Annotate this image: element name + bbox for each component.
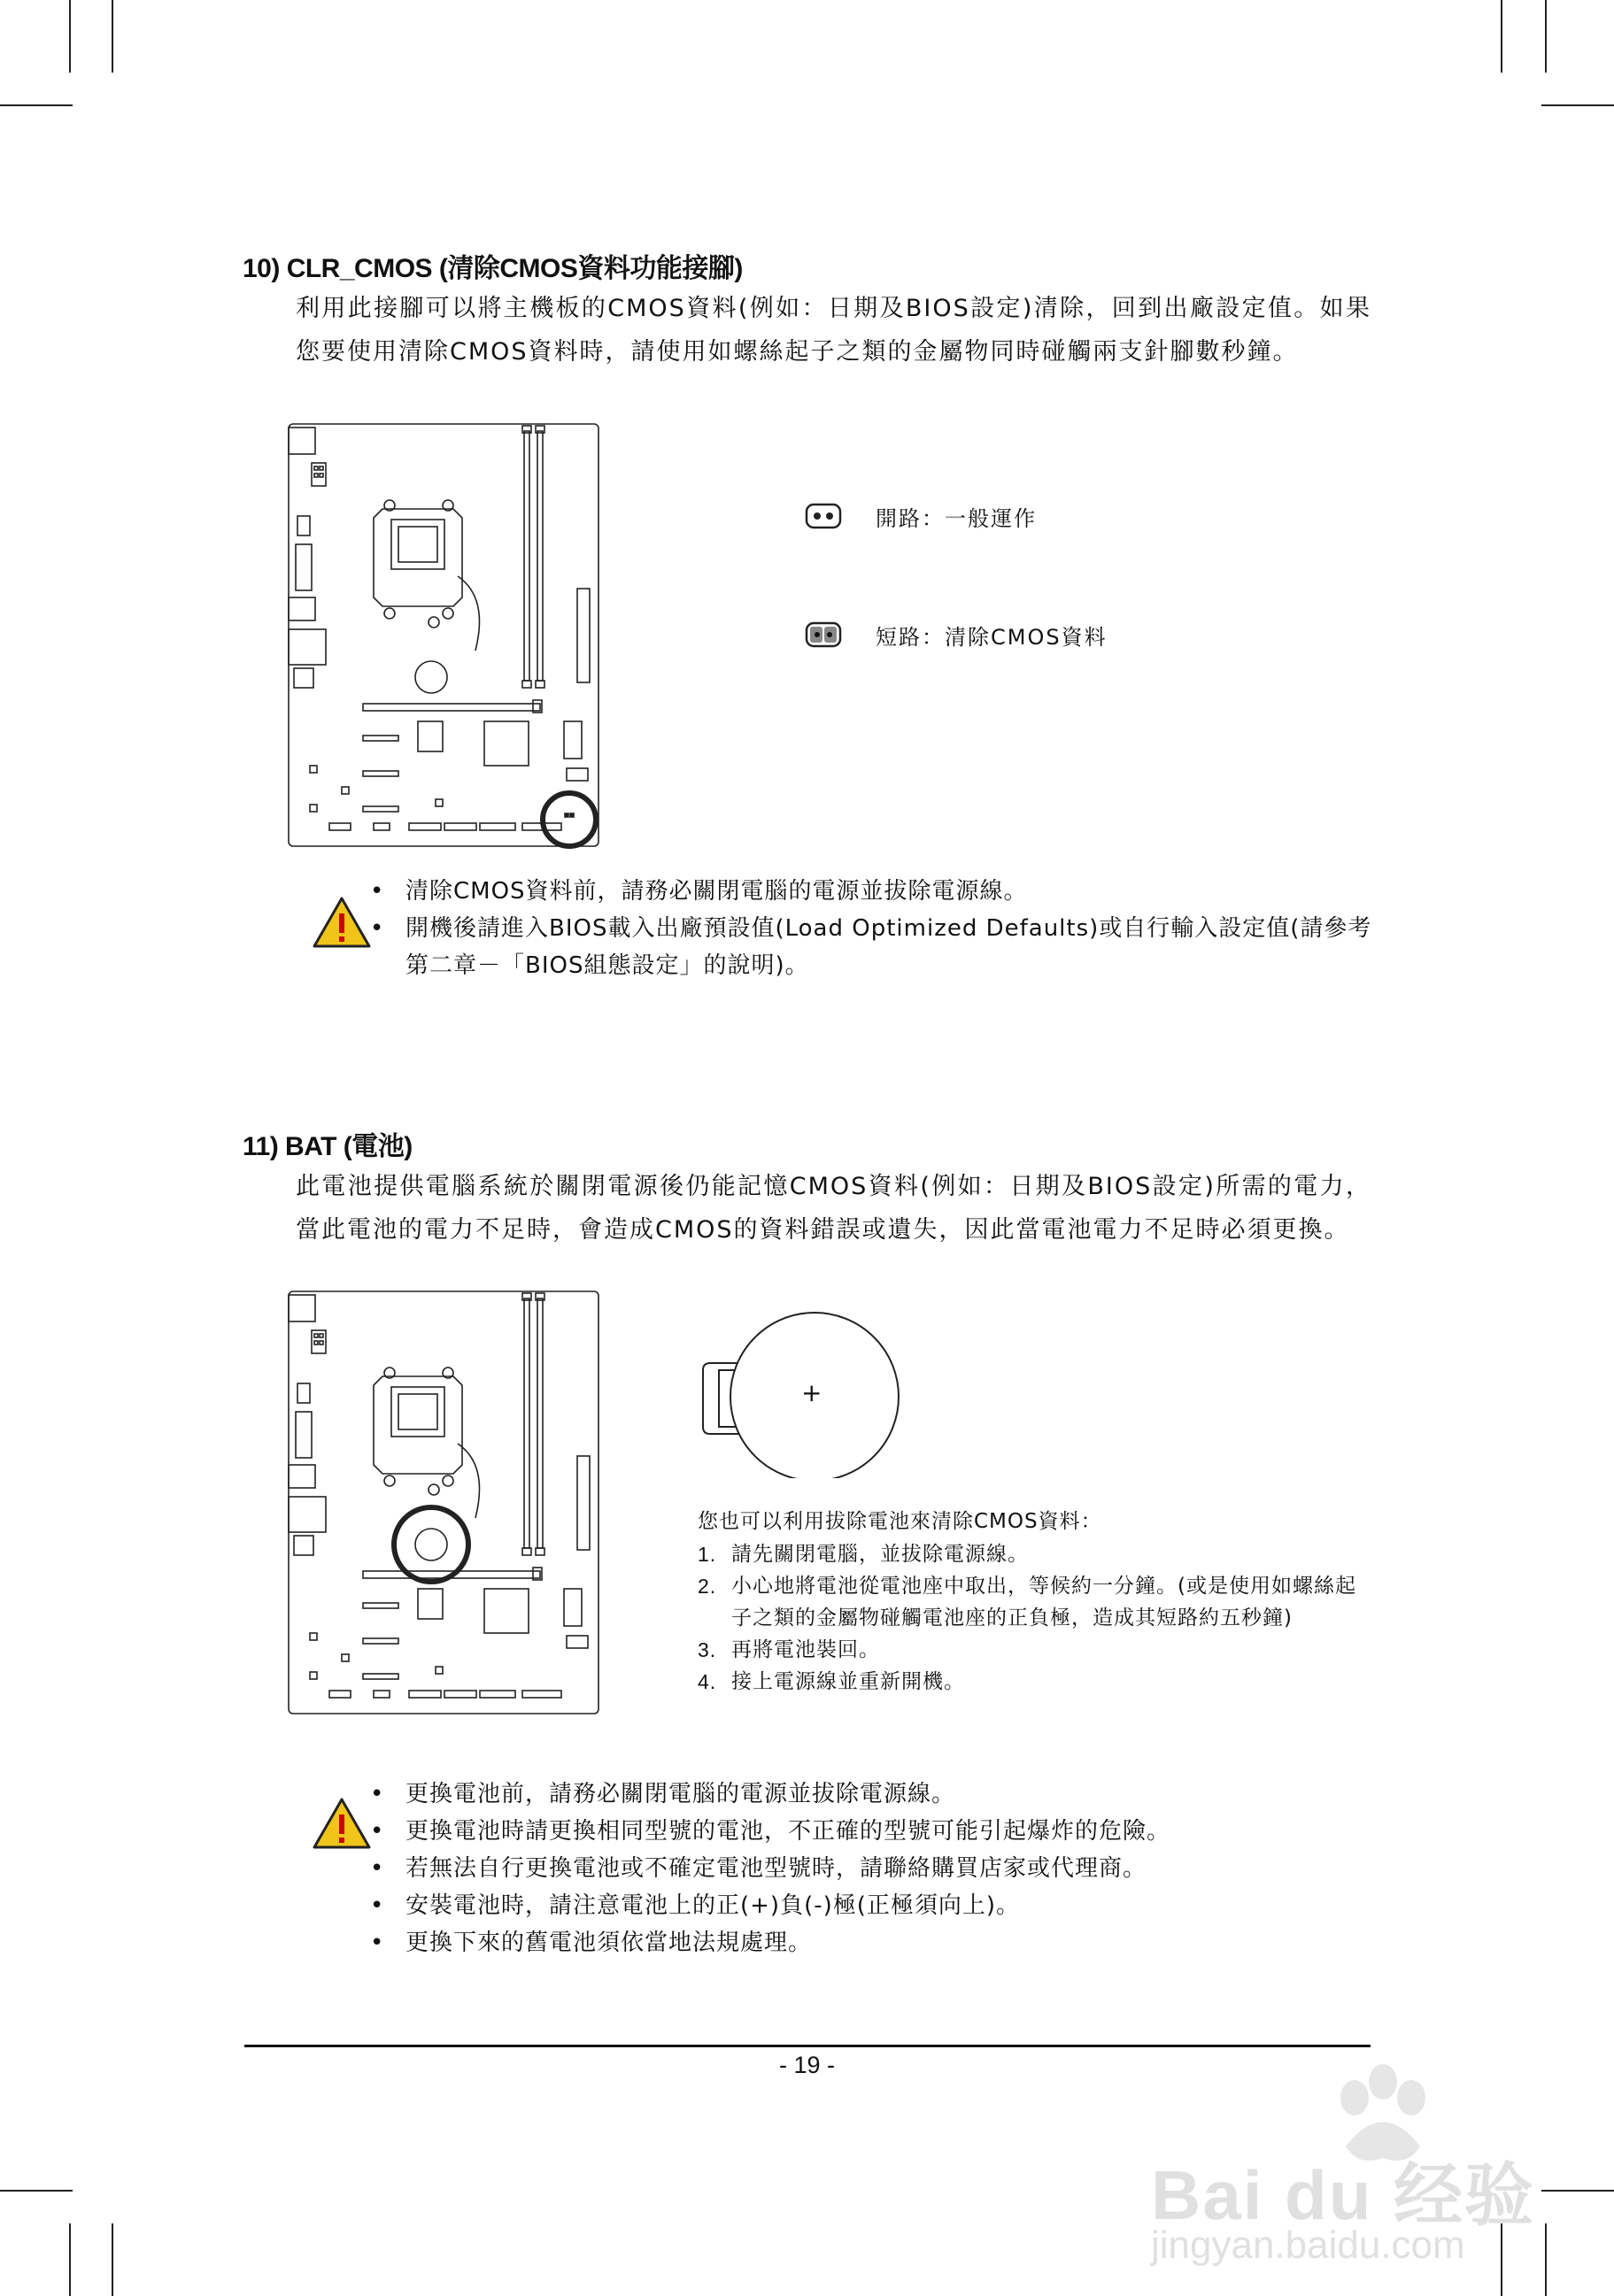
- section-body-clr-cmos: 利用此接腳可以將主機板的CMOS資料(例如：日期及BIOS設定)清除，回到出廠設定值。如果您要使用清除CMOS資料時，請使用如螺絲起子之類的金屬物同時碰觸兩支針腳數秒鐘。: [296, 295, 1371, 366]
- legend-open-label: 開路：一般運作: [876, 505, 1037, 531]
- battery-step: 1. 請先關閉電腦，並拔除電源線。: [698, 1543, 1029, 1566]
- open-jumper-icon: [805, 503, 842, 529]
- battery-steps-intro: 您也可以利用拔除電池來清除CMOS資料：: [698, 1510, 1102, 1533]
- warning-item: • 清除CMOS資料前，請務必關閉電腦的電源並拔除電源線。: [370, 873, 1379, 910]
- crop-mark: [0, 2190, 73, 2192]
- battery-steps-list: [698, 1538, 1371, 1698]
- jumper-legend: [805, 500, 1108, 651]
- crop-mark: [1545, 0, 1547, 73]
- motherboard-diagram-clr-cmos: [285, 420, 604, 850]
- watermark-url: jingyan.baidu.com: [1151, 2223, 1465, 2267]
- closed-jumper-icon: [805, 621, 842, 648]
- crop-mark: [69, 2223, 71, 2296]
- crop-mark: [69, 0, 71, 73]
- baidu-jingyan-watermark: [1142, 2062, 1536, 2267]
- warning-item: • 更換電池前，請務必關閉電腦的電源並拔除電源線。: [370, 1776, 1379, 1813]
- page-number: - 19 -: [778, 2052, 836, 2078]
- warning-icon: [312, 896, 372, 949]
- warning-item: • 更換電池時請更換相同型號的電池，不正確的型號可能引起爆炸的危險。: [370, 1813, 1379, 1850]
- warning-item: • 開機後請進入BIOS載入出廠預設值(Load Optimized Defaults)或自行輸入設定值(請參考第二章－「BIOS組態設定」的說明)。: [370, 910, 1379, 984]
- crop-mark: [1541, 2190, 1614, 2192]
- warning-item: • 安裝電池時，請注意電池上的正(+)負(-)極(正極須向上)。: [370, 1887, 1379, 1924]
- crop-mark: [0, 104, 73, 106]
- warning-item: • 若無法自行更換電池或不確定電池型號時，請聯絡購買店家或代理商。: [370, 1850, 1379, 1887]
- legend-closed-label: 短路：清除CMOS資料: [876, 624, 1108, 650]
- warning-list-bat: [370, 1776, 1379, 1961]
- section-body-bat: 此電池提供電腦系統於關閉電源後仍能記憶CMOS資料(例如：日期及BIOS設定)所需的電力，當此電池的電力不足時，會造成CMOS的資料錯誤或遺失，因此當電池電力不足時必須更換。: [296, 1173, 1371, 1244]
- warning-item: • 更換下來的舊電池須依當地法規處理。: [370, 1924, 1379, 1961]
- battery-step: 4. 接上電源線並重新開機。: [698, 1670, 965, 1693]
- motherboard-diagram-bat: [285, 1288, 604, 1717]
- crop-mark: [1545, 2223, 1547, 2296]
- battery-step: 3. 再將電池裝回。: [698, 1638, 880, 1661]
- battery-step: 2. 小心地將電池從電池座中取出，等候約一分鐘。(或是使用如螺絲起子之類的金屬物碰觸電池座的正負極，造成其短路約五秒鐘): [698, 1575, 1356, 1630]
- crop-mark: [1501, 0, 1502, 73]
- watermark-brand: Bai du 经验: [1151, 2156, 1536, 2234]
- section-heading-clr-cmos: 10) CLR_CMOS (清除CMOS資料功能接腳): [243, 254, 743, 283]
- warning-icon: [312, 1797, 372, 1850]
- legend-open: [805, 500, 1108, 532]
- legend-closed: [805, 619, 1108, 651]
- footer-rule: [244, 2045, 1371, 2047]
- crop-mark: [1541, 104, 1614, 106]
- crop-mark: [112, 0, 113, 73]
- crop-mark: [112, 2223, 113, 2296]
- section-heading-bat: 11) BAT (電池): [243, 1132, 413, 1161]
- battery-positive-symbol: +: [801, 1378, 822, 1407]
- warning-list-clr-cmos: [370, 873, 1379, 984]
